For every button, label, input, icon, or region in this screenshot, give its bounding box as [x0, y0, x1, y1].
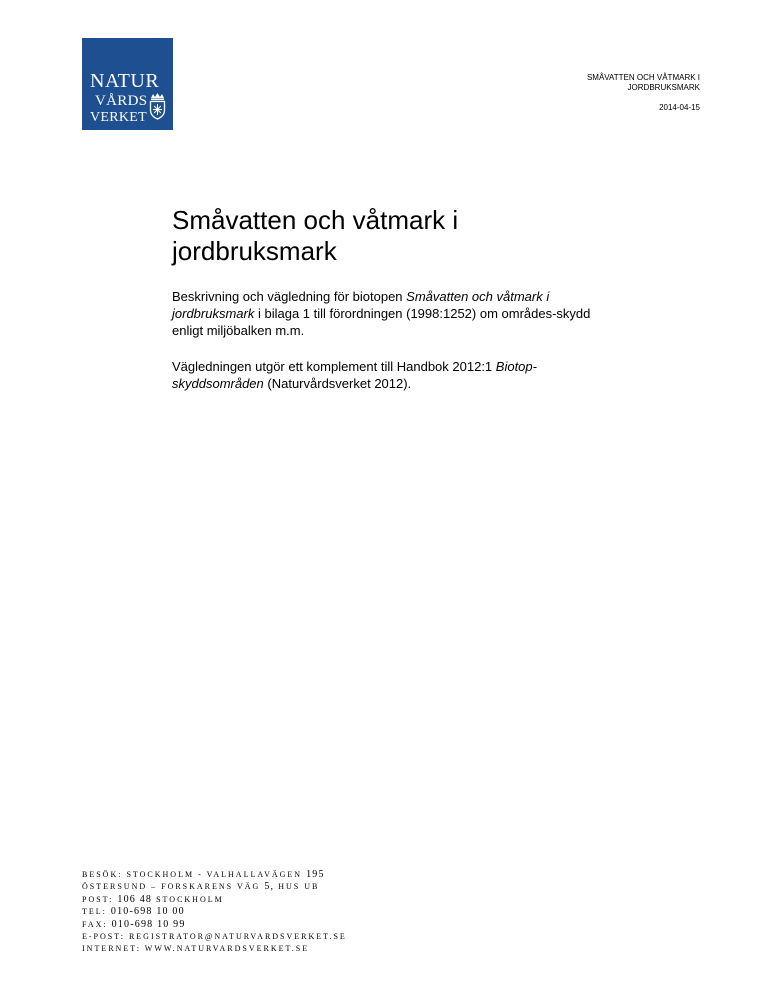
crown-shield-icon: [149, 92, 166, 120]
footer-visit: [82, 869, 347, 881]
complement-handbook-title: Biotop-skyddsområden: [172, 359, 537, 391]
description-text-1: Beskrivning och vägledning för biotopen: [172, 289, 407, 304]
footer-internet: INTERNET: WWW.NATURVARDSVERKET.SE: [82, 944, 310, 954]
footer-tel-label: TEL:: [82, 907, 107, 917]
footer-fax-label: FAX:: [82, 919, 108, 929]
document-header: [500, 73, 700, 113]
description-paragraph: [172, 288, 622, 339]
footer-ostersund-number: 5,: [264, 881, 275, 893]
footer-email: E-POST: REGISTRATOR@NATURVARDSVERKET.SE: [82, 932, 347, 942]
footer-tel-number: 010-698 10 00: [110, 906, 185, 918]
complement-paragraph: [172, 358, 622, 392]
footer-visit-label: BESÖK: STOCKHOLM - VALHALLAVÄGEN: [82, 870, 303, 879]
footer-visit-number: 195: [306, 869, 325, 880]
header-doc-title-line-2: JORDBRUKSMARK: [627, 83, 700, 92]
description-text-2: i bilaga 1 till förordningen (1998:1252) om områdes-skydd enligt miljöbalken m.m.: [172, 306, 591, 338]
footer-contact: [82, 869, 347, 956]
description-biotope-name: Småvatten och våtmark i jordbruksmark: [172, 289, 550, 321]
footer-fax: [82, 919, 347, 931]
page-title-line-1: Småvatten och våtmark i: [172, 205, 459, 235]
footer-post: [82, 894, 347, 906]
complement-text-1: Vägledningen utgör ett komplement till Handbok 2012:1: [172, 359, 496, 374]
header-date: 2014-04-15: [659, 103, 700, 112]
page-title-line-2: jordbruksmark: [172, 236, 337, 266]
footer-tel: [82, 906, 347, 918]
footer-post-label: POST:: [82, 894, 114, 904]
header-doc-title-line-1: SMÅVATTEN OCH VÅTMARK I: [586, 73, 700, 82]
page-title: [172, 205, 592, 267]
footer-ostersund-a: ÖSTERSUND – FORSKARENS VÄG: [82, 882, 261, 892]
footer-ostersund-b: HUS UB: [278, 882, 320, 892]
logo-line-1: NATUR: [90, 70, 160, 92]
logo-line-2: VÅRDS: [95, 93, 148, 109]
naturvardsverket-logo: [82, 38, 173, 130]
logo-line-3: VERKET: [90, 110, 148, 125]
footer-post-city: STOCKHOLM: [156, 894, 224, 904]
footer-fax-number: 010-698 10 99: [111, 918, 186, 930]
footer-post-number: 106 48: [117, 893, 153, 905]
complement-text-2: (Naturvårdsverket 2012).: [263, 376, 412, 391]
footer-ostersund: [82, 881, 347, 893]
